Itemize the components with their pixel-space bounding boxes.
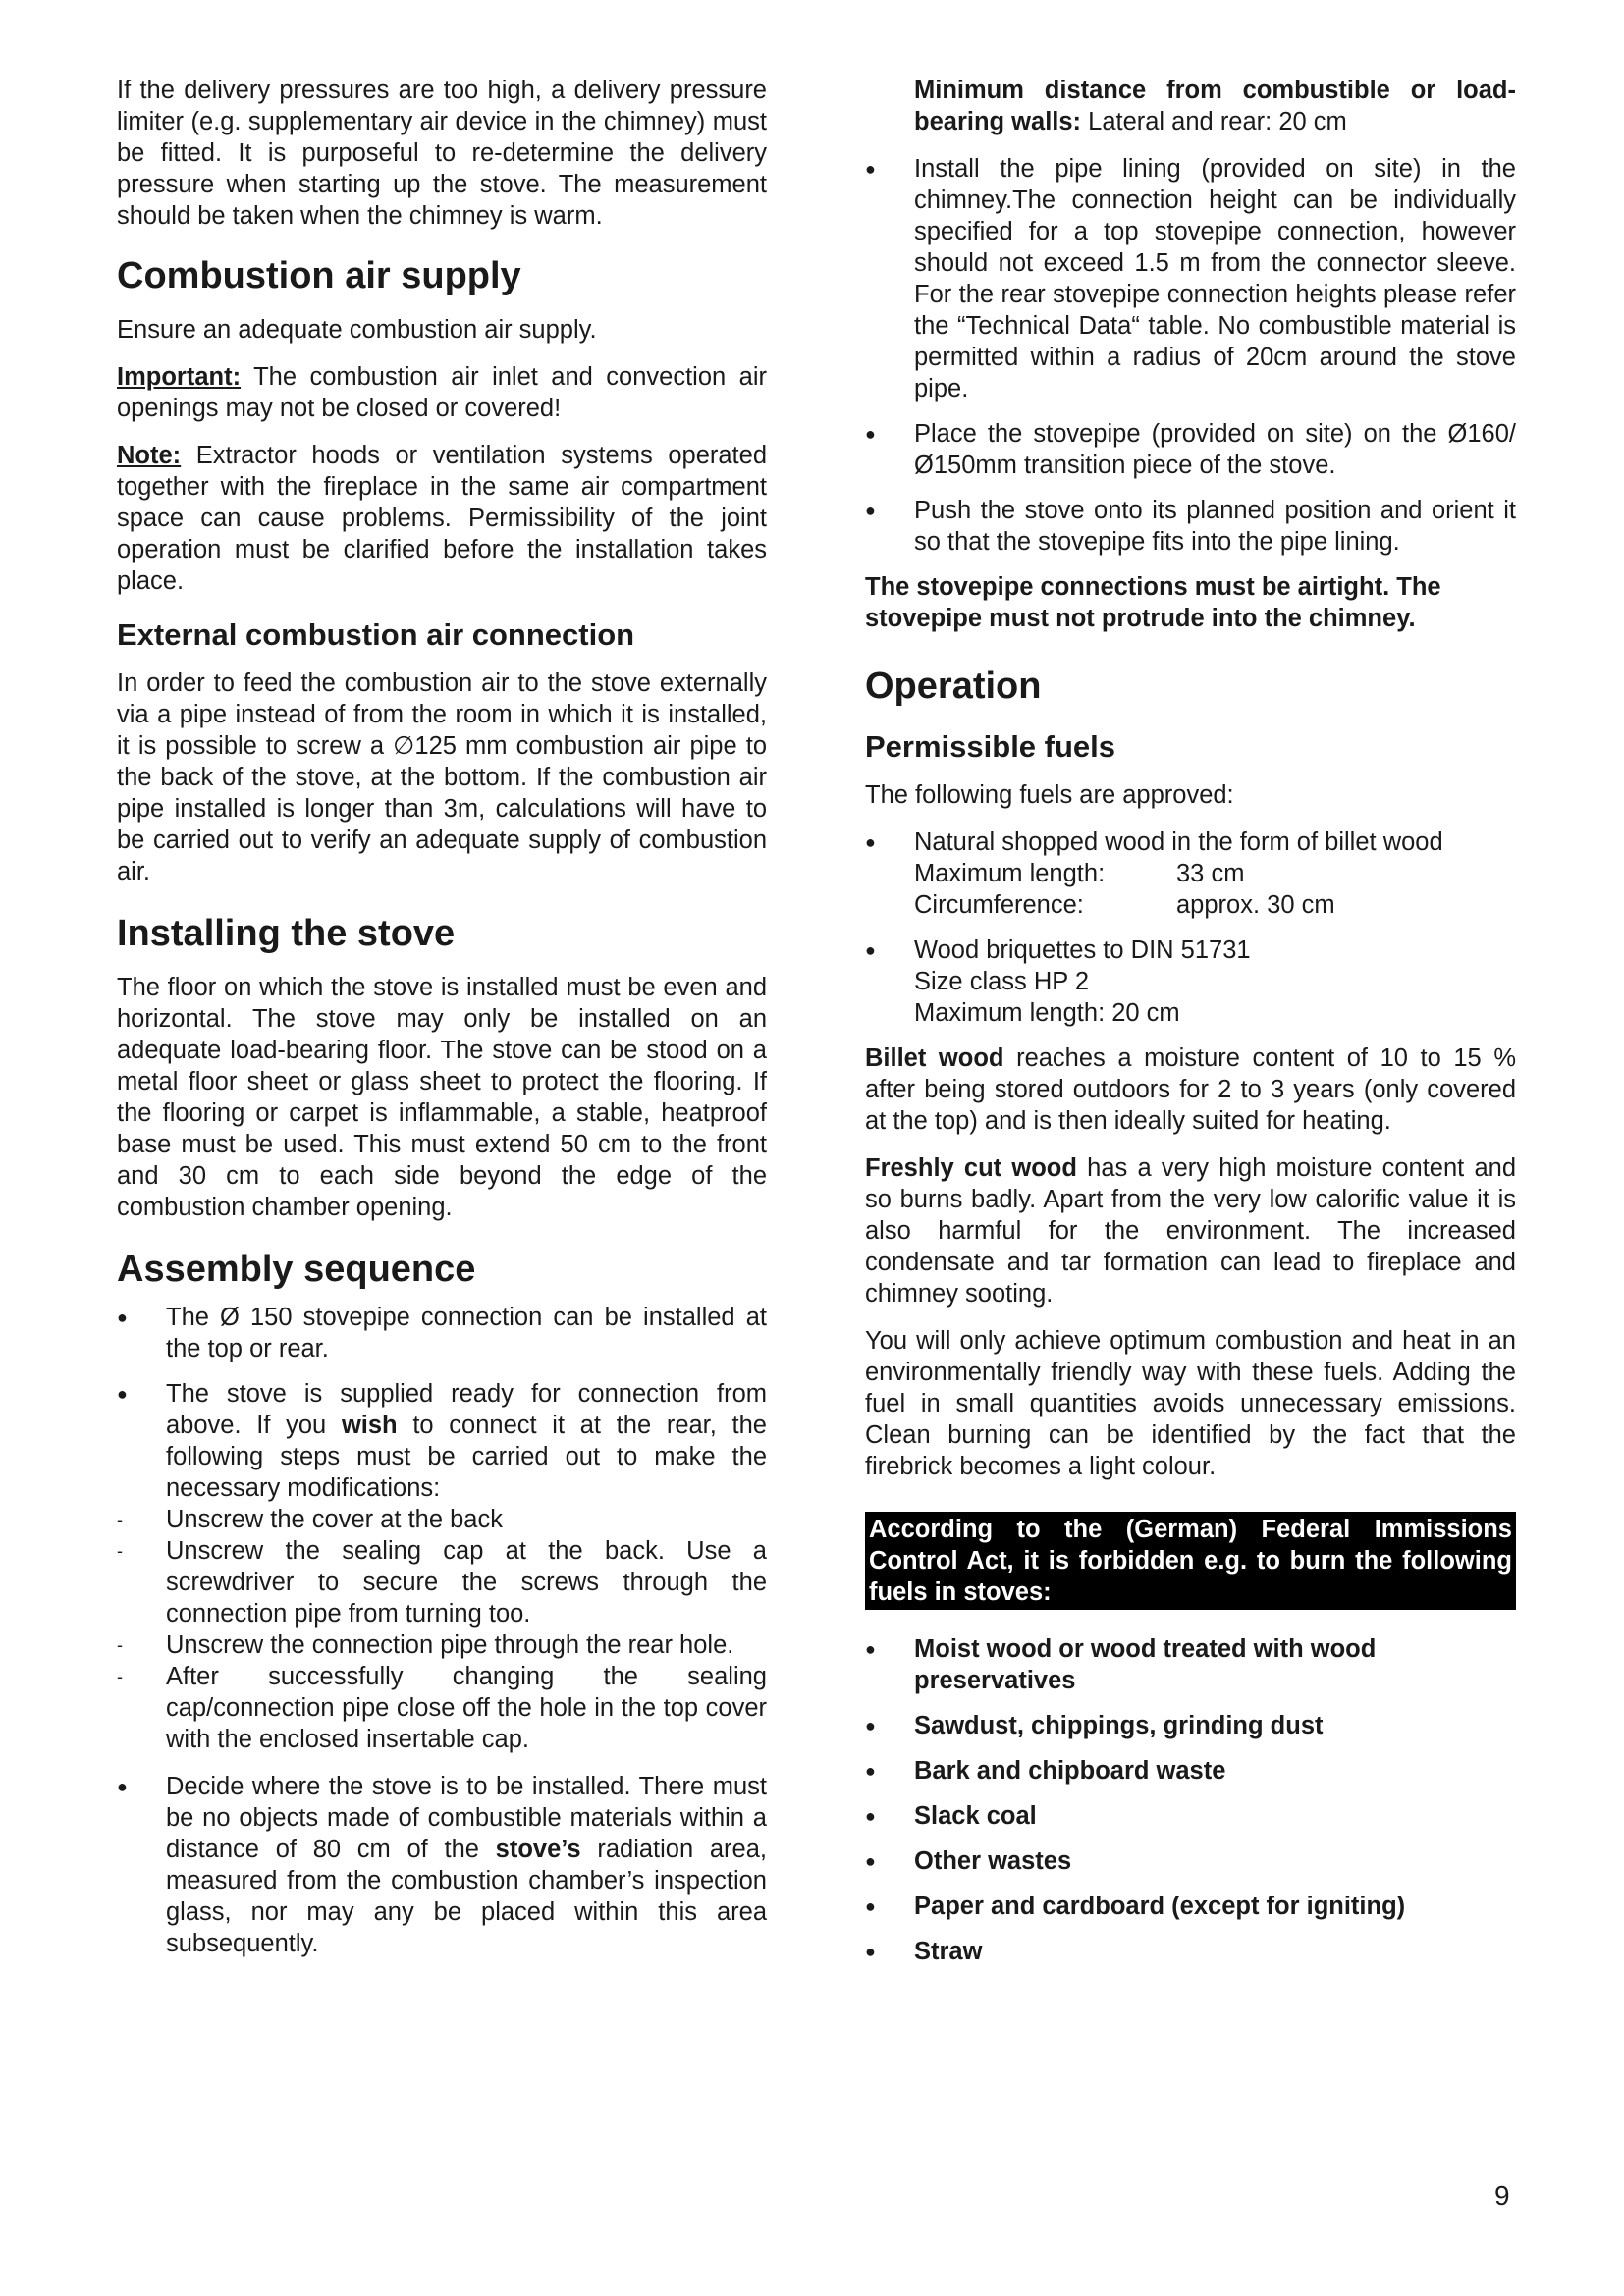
- assembly-item-1: ● The Ø 150 stovepipe connection can be installed at the top or rear.: [117, 1302, 767, 1364]
- billet-wood-text: reaches a moisture content of 10 to 15 % after being stored outdoors for 2 to 3 years (only covered at the top) and is then ideally suited for heating.: [865, 1044, 1516, 1135]
- operation-heading: Operation: [865, 666, 1042, 707]
- forbidden-fuels-list: [865, 1633, 1516, 1967]
- external-air-heading: External combustion air connection: [117, 617, 635, 652]
- assembly-item-2-bold: wish: [341, 1412, 398, 1439]
- forbidden-item: ● Sawdust, chippings, grinding dust: [865, 1710, 1516, 1741]
- combustion-air-heading: Combustion air supply: [117, 255, 521, 296]
- important-text: The combustion air inlet and convection air openings may not be closed or covered!: [117, 363, 767, 422]
- fuel-billet-length-value: 33 cm: [1176, 860, 1245, 887]
- combustion-air-paragraph: Ensure an adequate combustion air supply.: [117, 316, 597, 344]
- fresh-wood-label: Freshly cut wood: [865, 1154, 1077, 1182]
- fuel-item-briquettes: [865, 934, 1516, 1029]
- important-paragraph: [117, 361, 767, 424]
- airtight-warning: The stovepipe connections must be airtight. The stovepipe must not protrude into the chimney.: [865, 573, 1441, 632]
- assembly-item-3-post: radiation area, measured from the combustion chamber’s inspection glass, nor may any be placed within this area subsequently.: [166, 1836, 767, 1957]
- fuel-briquettes-title: ● Wood briquettes to DIN 51731: [914, 936, 1251, 964]
- dash-item: - After successfully changing the sealing cap/connection pipe close off the hole in the top cover with the enclosed insertable cap.: [117, 1661, 767, 1755]
- assembly-item-3-pre: Decide where the stove is to be installed. There must be no objects made of combustible materials within a distance of 80 cm of the: [166, 1773, 767, 1863]
- fuel-billet-title: ● Natural shopped wood in the form of billet wood: [914, 828, 1443, 856]
- note-label: Note:: [117, 442, 182, 469]
- modification-steps: [117, 1504, 767, 1755]
- assembly-list-continued: [117, 1771, 767, 1959]
- assembly-item-2-pre: The stove is supplied ready for connection from above. If you: [166, 1380, 767, 1439]
- fuel-briquettes-size: Size class HP 2: [914, 968, 1090, 995]
- min-distance-text: Lateral and rear: 20 cm: [1081, 108, 1347, 135]
- installing-heading: Installing the stove: [117, 913, 456, 954]
- external-air-paragraph: In order to feed the combustion air to the stove externally via a pipe instead of from the room in which it is installed, it is possible to screw a ∅125 mm combustion air pipe to the back of the stove, at the bottom. If the combustion air pipe installed is longer than 3m, calculations will have to be carried out to verify an adequate supply of combustion air.: [117, 669, 767, 885]
- page-number: 9: [1494, 2180, 1510, 2211]
- important-label: Important:: [117, 363, 242, 391]
- forbidden-item: ● Paper and cardboard (except for igniting): [865, 1891, 1516, 1922]
- fuel-billet-length-label: Maximum length:: [914, 860, 1106, 887]
- note-paragraph: [117, 440, 767, 597]
- dash-item: - Unscrew the sealing cap at the back. Use a screwdriver to secure the screws through the connection pipe from turning too.: [117, 1535, 767, 1629]
- installing-paragraph: The floor on which the stove is installed must be even and horizontal. The stove may only be installed on an adequate load-bearing floor. The stove can be stood on a metal floor sheet or glass sheet to protect the flooring. If the flooring or carpet is inflammable, a stable, heatproof base must be used. This must extend 50 cm to the front and 30 cm to each side beyond the edge of the combustion chamber opening.: [117, 974, 767, 1221]
- left-column: [117, 75, 767, 1973]
- fuel-billet-length: [914, 858, 1516, 889]
- install-step: ● Push the stove onto its planned position and orient it so that the stovepipe fits into the pipe lining.: [865, 495, 1516, 558]
- forbidden-item: ● Moist wood or wood treated with wood preservatives: [865, 1633, 1516, 1696]
- dash-item: - Unscrew the connection pipe through the rear hole.: [117, 1629, 767, 1661]
- assembly-list: [117, 1302, 767, 1504]
- fuel-billet-circumference-label: Circumference:: [914, 891, 1084, 919]
- fuel-billet-circumference: [914, 889, 1516, 921]
- install-step: ● Place the stovepipe (provided on site) on the Ø160/Ø150mm transition piece of the stove.: [865, 418, 1516, 481]
- note-text: Extractor hoods or ventilation systems operated together with the fireplace in the same air compartment space can cause problems. Permissibility of the joint operation must be clarified before the installation takes place.: [117, 442, 767, 595]
- min-distance-label: Minimum distance from combustible or load-bearing walls:: [914, 77, 1516, 135]
- fresh-wood-text: has a very high moisture content and so burns badly. Apart from the very low calorific value it is also harmful for the environment. The increased condensate and tar formation can lead to fireplace and chimney sooting.: [865, 1154, 1516, 1308]
- forbidden-item: ● Slack coal: [865, 1800, 1516, 1832]
- optimum-paragraph: You will only achieve optimum combustion and heat in an environmentally friendly way with these fuels. Adding the fuel in small quantities avoids unnecessary emissions. Clean burning can be identified by the fact that the firebrick becomes a light colour.: [865, 1327, 1516, 1480]
- permissible-fuels-heading: Permissible fuels: [865, 729, 1116, 764]
- right-column: [865, 75, 1516, 1981]
- forbidden-fuels-banner: According to the (German) Federal Immissions Control Act, it is forbidden e.g. to burn the following fuels in stoves:: [865, 1512, 1516, 1610]
- fuel-item-billet: [865, 827, 1516, 921]
- assembly-item-2: [117, 1378, 767, 1504]
- min-distance-paragraph: [865, 75, 1516, 137]
- fuel-briquettes-length: Maximum length: 20 cm: [914, 999, 1180, 1027]
- approved-paragraph: The following fuels are approved:: [865, 781, 1234, 809]
- billet-wood-label: Billet wood: [865, 1044, 1004, 1072]
- fuel-billet-circumference-value: approx. 30 cm: [1176, 891, 1335, 919]
- fuels-list: [865, 827, 1516, 1029]
- install-steps-list: [865, 153, 1516, 558]
- forbidden-item: ● Bark and chipboard waste: [865, 1755, 1516, 1787]
- assembly-item-2-post: to connect it at the rear, the following steps must be carried out to make the necessary modifications:: [166, 1412, 767, 1502]
- assembly-item-3-bold: stove’s: [495, 1836, 581, 1863]
- assembly-heading: Assembly sequence: [117, 1249, 476, 1290]
- intro-paragraph: If the delivery pressures are too high, a delivery pressure limiter (e.g. supplementary air device in the chimney) must be fitted. It is purposeful to re-determine the delivery pressure when starting up the stove. The measurement should be taken when the chimney is warm.: [117, 77, 767, 230]
- forbidden-item: ● Other wastes: [865, 1845, 1516, 1877]
- install-step: ● Install the pipe lining (provided on site) in the chimney.The connection height can be individually specified for a top stovepipe connection, however should not exceed 1.5 m from the connector sleeve. For the rear stovepipe connection heights please refer the “Technical Data“ table. No combustible material is permitted within a radius of 20cm around the stove pipe.: [865, 153, 1516, 404]
- forbidden-item: ● Straw: [865, 1936, 1516, 1967]
- dash-item: - Unscrew the cover at the back: [117, 1504, 767, 1535]
- fresh-wood-paragraph: [865, 1152, 1516, 1309]
- billet-wood-paragraph: [865, 1042, 1516, 1137]
- assembly-item-3: [117, 1771, 767, 1959]
